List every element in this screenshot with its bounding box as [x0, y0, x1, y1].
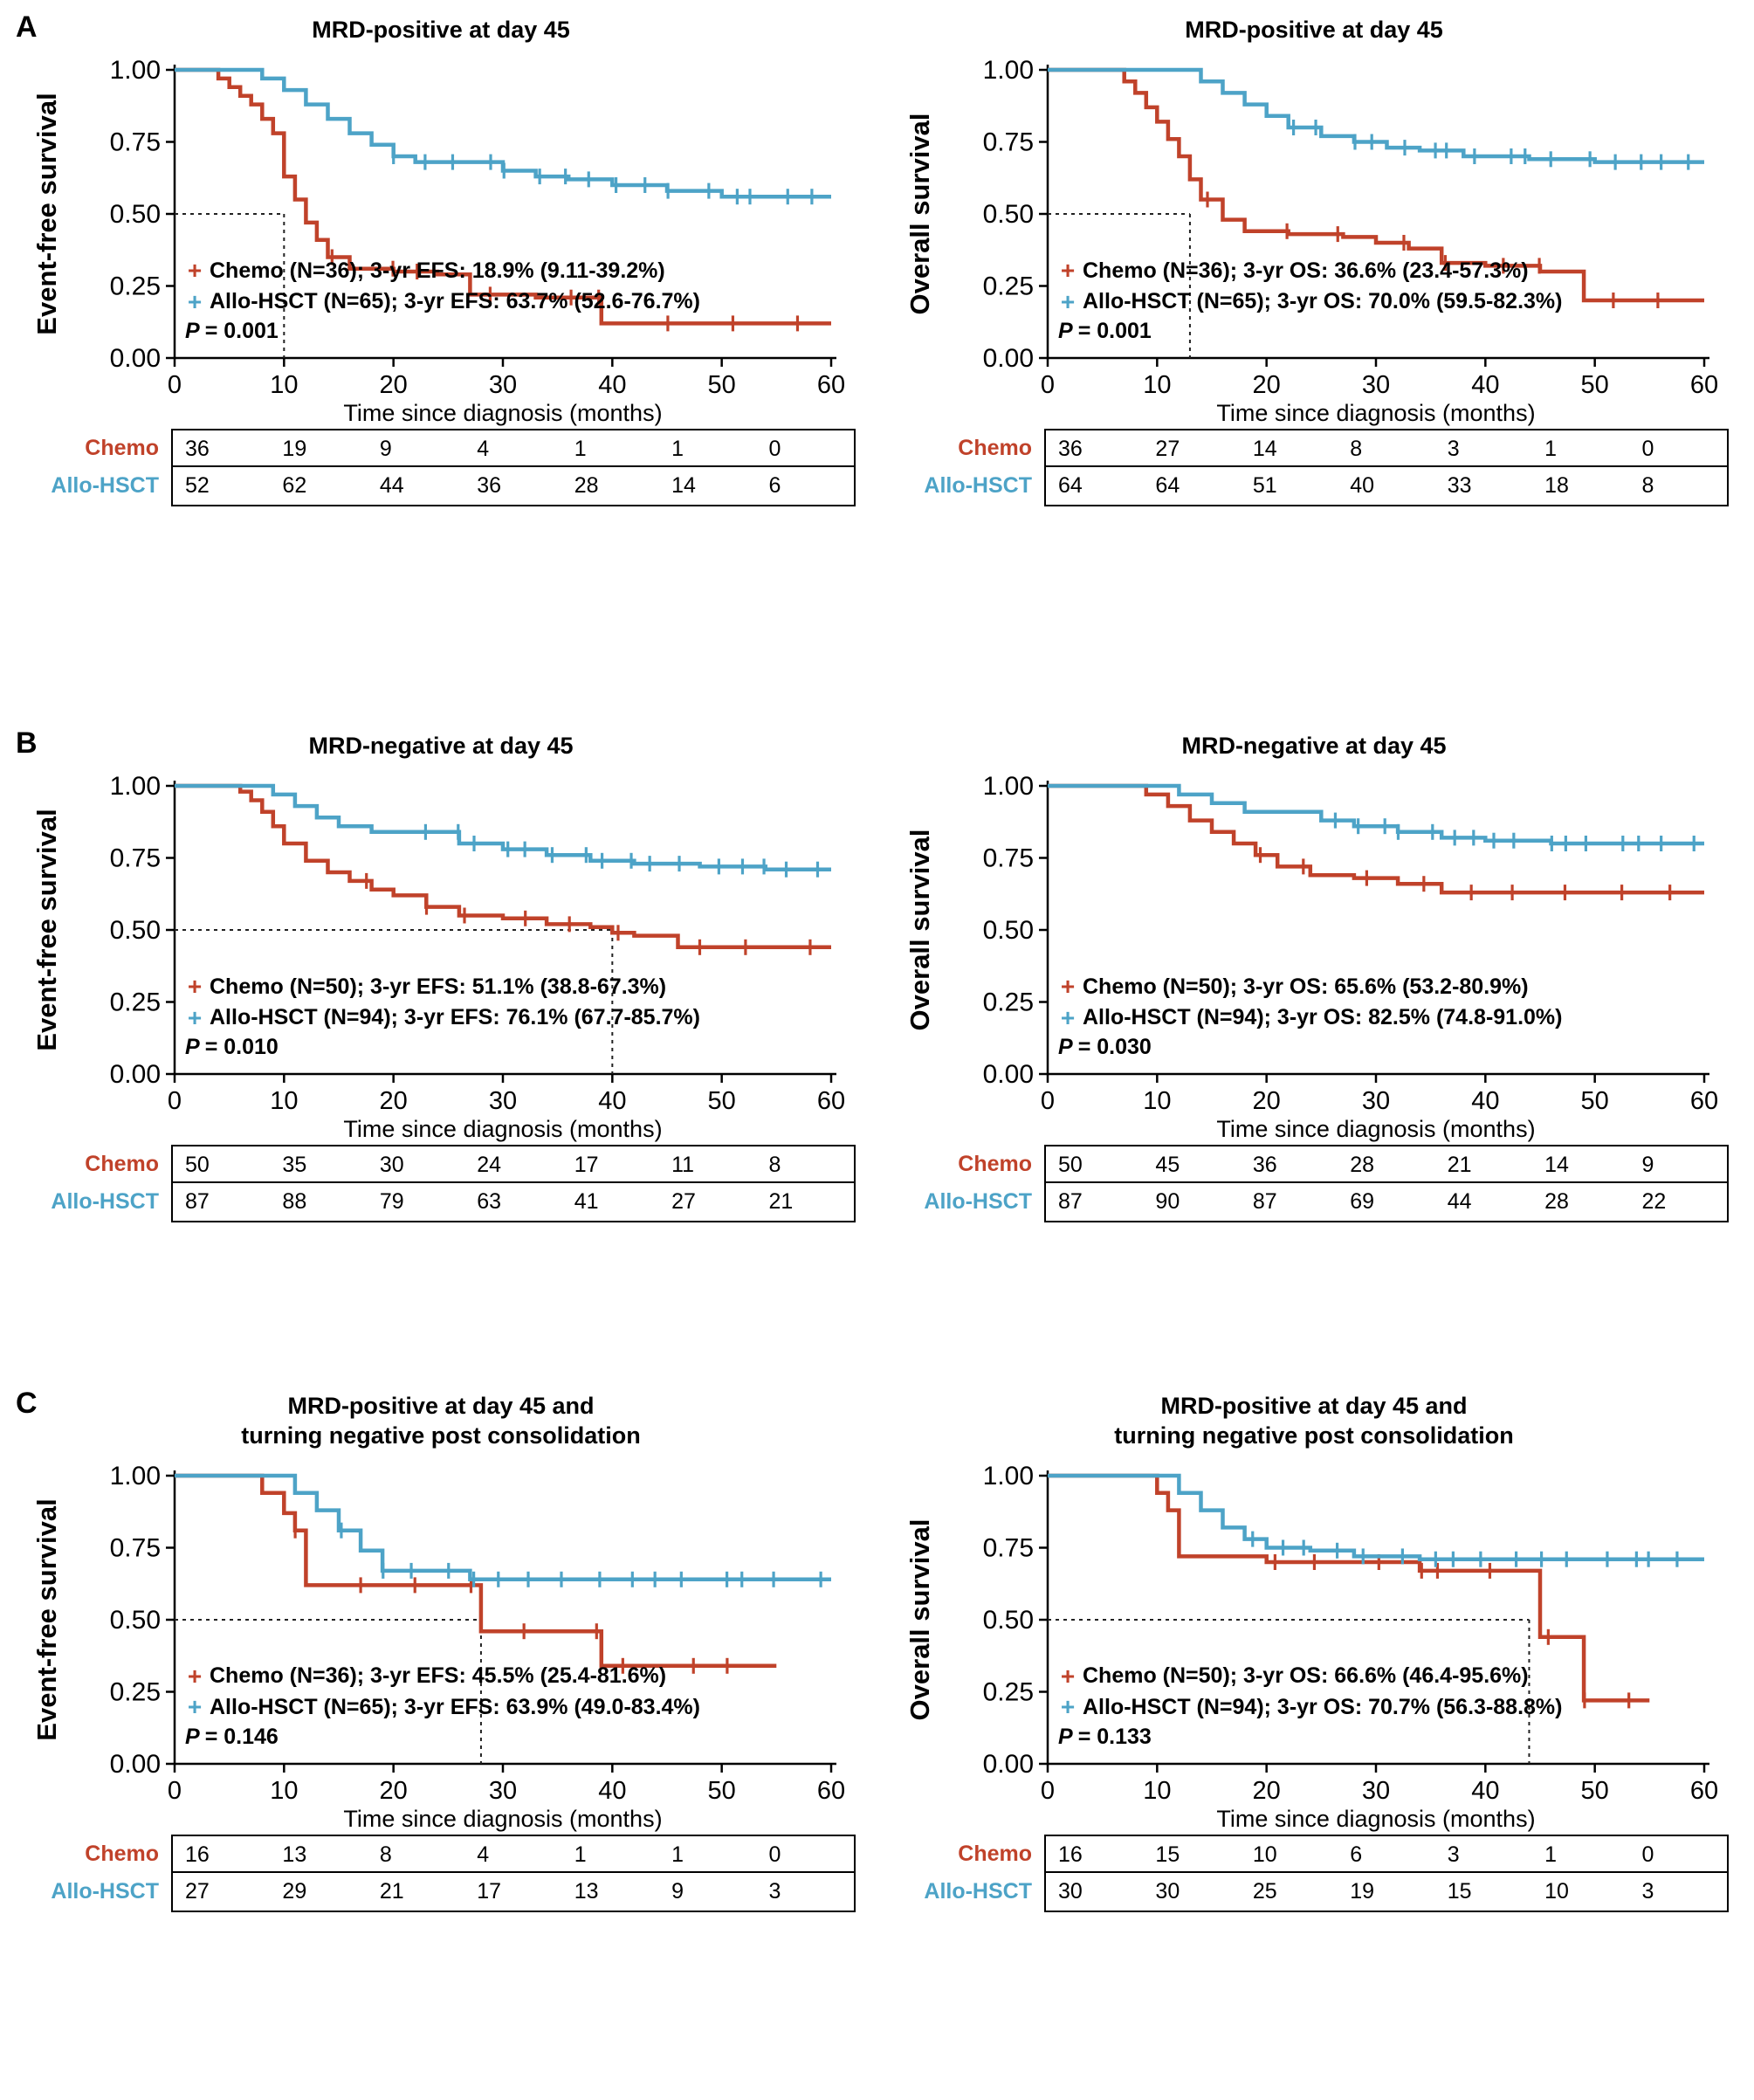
plot-area — [899, 767, 1729, 1142]
legend-item-label: Chemo (N=50); 3-yr EFS: 51.1% (38.8-67.3%) — [210, 974, 667, 999]
legend-item-label: Allo-HSCT (N=65); 3-yr EFS: 63.9% (49.0-83.4%) — [210, 1695, 700, 1720]
x-tick-label: 30 — [488, 1776, 518, 1805]
risk-table-cell: 15 — [1447, 1878, 1472, 1904]
legend-item-label: Allo-HSCT (N=65); 3-yr OS: 70.0% (59.5-82.3%) — [1083, 289, 1563, 314]
y-tick-label: 0.75 — [109, 843, 161, 873]
plot-area — [899, 51, 1729, 426]
y-tick-label: 1.00 — [982, 1461, 1034, 1491]
risk-table-cell: 27 — [185, 1878, 210, 1904]
risk-table-cells — [1044, 1181, 1729, 1222]
x-tick-label: 20 — [379, 370, 408, 399]
risk-table-row-label: Chemo — [85, 1151, 159, 1176]
risk-table-cell: 0 — [1641, 436, 1654, 461]
risk-table-cell: 62 — [282, 472, 307, 498]
legend-item-label: Chemo (N=36); 3-yr OS: 36.6% (23.4-57.3%) — [1083, 258, 1529, 283]
legend-marker-icon: + — [1060, 1662, 1076, 1690]
risk-table-cell: 1 — [574, 436, 587, 461]
legend-marker-icon: + — [1060, 287, 1076, 315]
y-tick-label: 1.00 — [109, 1461, 161, 1491]
p-value-label: P = 0.001 — [185, 319, 279, 344]
legend-item-label: Allo-HSCT (N=94); 3-yr OS: 82.5% (74.8-91.0%) — [1083, 1005, 1563, 1030]
x-tick-label: 0 — [1040, 1776, 1056, 1805]
kaplan-meier-plot — [26, 1456, 856, 1832]
risk-table-cell: 40 — [1350, 472, 1375, 498]
y-tick-label: 0.00 — [982, 1749, 1034, 1779]
risk-table-cells — [1044, 465, 1729, 506]
risk-table-row-label: Chemo — [85, 1841, 159, 1866]
y-tick-label: 0.75 — [109, 1533, 161, 1562]
chart-b-left — [26, 732, 856, 1221]
risk-table-cells — [1044, 1145, 1729, 1184]
risk-table-cell: 9 — [671, 1878, 684, 1904]
kaplan-meier-plot — [899, 1456, 1729, 1832]
risk-table-cell: 25 — [1252, 1878, 1277, 1904]
risk-table-cells — [1044, 429, 1729, 468]
risk-table-cell: 10 — [1544, 1878, 1569, 1904]
survival-curve-allo-hsct — [1048, 70, 1704, 162]
panel-letter-a: A — [16, 10, 38, 44]
risk-table-row-label: Allo-HSCT — [924, 1188, 1032, 1214]
risk-table-cell: 6 — [768, 472, 781, 498]
risk-table-row-label: Chemo — [958, 435, 1032, 460]
risk-table-cell: 50 — [185, 1152, 210, 1177]
legend-marker-icon: + — [1060, 1693, 1076, 1721]
x-axis-title: Time since diagnosis (months) — [1216, 399, 1536, 426]
risk-table-cell: 8 — [768, 1152, 781, 1177]
y-tick-label: 0.00 — [109, 343, 161, 373]
risk-table-cell: 64 — [1155, 472, 1180, 498]
risk-table-cell: 21 — [379, 1878, 404, 1904]
y-tick-label: 0.25 — [109, 988, 161, 1017]
risk-table-cell: 27 — [671, 1188, 696, 1214]
legend-item-label: Chemo (N=36); 3-yr EFS: 18.9% (9.11-39.2%) — [210, 258, 665, 283]
y-tick-label: 0.25 — [982, 272, 1034, 301]
risk-table-cells — [171, 429, 856, 468]
legend-marker-icon: + — [187, 1662, 203, 1690]
risk-table-row-label: Chemo — [958, 1151, 1032, 1176]
x-tick-label: 60 — [816, 370, 846, 399]
risk-table-cell: 10 — [1252, 1842, 1277, 1867]
kaplan-meier-plot — [26, 767, 856, 1142]
risk-table-row — [26, 467, 856, 505]
risk-table-cell: 24 — [477, 1152, 502, 1177]
chart-title: MRD-negative at day 45 — [1181, 733, 1447, 759]
chart-a-right — [899, 16, 1729, 505]
x-axis-title: Time since diagnosis (months) — [343, 1805, 663, 1832]
chart-title: MRD-positive at day 45 — [312, 17, 570, 43]
survival-curve-chemo — [1048, 786, 1704, 892]
risk-table — [899, 430, 1729, 505]
x-tick-label: 10 — [270, 370, 299, 399]
chart-title: MRD-positive at day 45 and turning negative post consolidation — [241, 1393, 641, 1449]
risk-table-cell: 4 — [477, 436, 490, 461]
risk-table-cell: 90 — [1155, 1188, 1180, 1214]
risk-table-row — [26, 1146, 856, 1183]
risk-table-cells — [171, 1145, 856, 1184]
risk-table-cell: 0 — [768, 1842, 781, 1867]
x-axis-title: Time since diagnosis (months) — [343, 1115, 663, 1142]
legend-marker-icon: + — [1060, 1003, 1076, 1031]
risk-table-row — [26, 430, 856, 467]
y-axis-title: Event-free survival — [31, 809, 62, 1051]
risk-table-row — [26, 1873, 856, 1911]
risk-table-cell: 50 — [1058, 1152, 1083, 1177]
risk-table-cell: 51 — [1252, 472, 1277, 498]
x-tick-label: 50 — [1580, 1776, 1609, 1805]
y-tick-label: 0.50 — [982, 915, 1034, 945]
legend-marker-icon: + — [187, 1693, 203, 1721]
y-tick-label: 0.50 — [109, 1605, 161, 1635]
risk-table-row-label: Chemo — [958, 1841, 1032, 1866]
risk-table-cell: 9 — [1641, 1152, 1654, 1177]
x-axis-title: Time since diagnosis (months) — [1216, 1805, 1536, 1832]
risk-table-cell: 4 — [477, 1842, 490, 1867]
x-tick-label: 0 — [1040, 1086, 1056, 1115]
risk-table-cell: 14 — [1252, 436, 1277, 461]
y-tick-label: 1.00 — [109, 771, 161, 801]
risk-table-cells — [1044, 1871, 1729, 1912]
legend-item — [1058, 1661, 1562, 1692]
risk-table-cell: 52 — [185, 472, 210, 498]
x-tick-label: 40 — [1471, 370, 1500, 399]
risk-table-cell: 17 — [574, 1152, 599, 1177]
risk-table-cell: 19 — [1350, 1878, 1375, 1904]
chart-legend — [185, 971, 700, 1062]
risk-table-row-label: Allo-HSCT — [51, 1878, 159, 1904]
chart-legend — [1058, 1661, 1562, 1752]
risk-table-cell: 1 — [1544, 436, 1558, 461]
legend-item-label: Allo-HSCT (N=94); 3-yr OS: 70.7% (56.3-88.8%) — [1083, 1695, 1563, 1720]
x-tick-label: 10 — [270, 1086, 299, 1115]
legend-marker-icon: + — [1060, 972, 1076, 1000]
legend-item — [185, 286, 700, 318]
risk-table-cell: 18 — [1544, 472, 1569, 498]
x-tick-label: 20 — [1252, 370, 1281, 399]
legend-item-label: Allo-HSCT (N=65); 3-yr EFS: 63.7% (52.6-76.7%) — [210, 289, 700, 314]
x-tick-label: 20 — [1252, 1776, 1281, 1805]
legend-marker-icon: + — [1060, 256, 1076, 284]
x-tick-label: 10 — [1143, 1086, 1172, 1115]
chart-c-right — [899, 1392, 1729, 1911]
risk-table-cell: 87 — [185, 1188, 210, 1214]
legend-item — [185, 971, 700, 1002]
x-tick-label: 50 — [707, 1776, 736, 1805]
x-tick-label: 40 — [598, 1776, 627, 1805]
legend-marker-icon: + — [187, 256, 203, 284]
risk-table — [26, 1835, 856, 1911]
risk-table-cells — [171, 465, 856, 506]
risk-table-cell: 9 — [379, 436, 392, 461]
p-value-label: P = 0.010 — [185, 1035, 279, 1060]
survival-curve-chemo — [175, 1476, 776, 1666]
x-tick-label: 50 — [707, 1086, 736, 1115]
risk-table-cell: 30 — [1058, 1878, 1083, 1904]
y-tick-label: 1.00 — [109, 55, 161, 85]
x-axis-title: Time since diagnosis (months) — [343, 399, 663, 426]
kaplan-meier-plot — [899, 51, 1729, 426]
risk-table — [26, 1146, 856, 1221]
risk-table-cell: 36 — [477, 472, 502, 498]
risk-table-cell: 28 — [1350, 1152, 1375, 1177]
chart-title: MRD-positive at day 45 and turning negative post consolidation — [1114, 1393, 1514, 1449]
legend-item — [1058, 1002, 1562, 1034]
y-axis-title: Event-free survival — [31, 93, 62, 335]
risk-table — [26, 430, 856, 505]
x-tick-label: 0 — [167, 370, 182, 399]
risk-table-cell: 33 — [1447, 472, 1472, 498]
y-tick-label: 0.75 — [982, 1533, 1034, 1562]
risk-table-cell: 3 — [768, 1878, 781, 1904]
x-tick-label: 40 — [598, 370, 627, 399]
x-tick-label: 40 — [1471, 1776, 1500, 1805]
panel-letter-c: C — [16, 1387, 38, 1420]
y-tick-label: 1.00 — [982, 55, 1034, 85]
chart-title: MRD-positive at day 45 — [1185, 17, 1443, 43]
y-tick-label: 0.25 — [982, 988, 1034, 1017]
risk-table-cell: 41 — [574, 1188, 599, 1214]
risk-table-cell: 8 — [379, 1842, 392, 1867]
risk-table-cells — [171, 1835, 856, 1874]
y-axis-title: Overall survival — [905, 1518, 935, 1720]
risk-table-cell: 28 — [574, 472, 599, 498]
x-axis-title: Time since diagnosis (months) — [1216, 1115, 1536, 1142]
risk-table-cell: 8 — [1350, 436, 1363, 461]
y-axis-title: Event-free survival — [31, 1498, 62, 1741]
risk-table-cell: 87 — [1252, 1188, 1277, 1214]
p-value-label: P = 0.030 — [1058, 1035, 1152, 1060]
risk-table-cell: 3 — [1641, 1878, 1654, 1904]
risk-table-row — [26, 1835, 856, 1873]
p-value-label: P = 0.146 — [185, 1725, 279, 1750]
y-tick-label: 0.25 — [109, 1677, 161, 1706]
risk-table-cell: 30 — [379, 1152, 404, 1177]
x-tick-label: 20 — [1252, 1086, 1281, 1115]
risk-table-cell: 14 — [1544, 1152, 1569, 1177]
y-tick-label: 0.25 — [109, 272, 161, 301]
legend-item — [1058, 971, 1562, 1002]
risk-table-cell: 1 — [574, 1842, 587, 1867]
legend-marker-icon: + — [187, 1003, 203, 1031]
risk-table-cell: 16 — [1058, 1842, 1083, 1867]
kaplan-meier-plot — [899, 767, 1729, 1142]
y-axis-title: Overall survival — [905, 113, 935, 315]
risk-table-cell: 27 — [1155, 436, 1180, 461]
y-tick-label: 0.75 — [109, 127, 161, 157]
risk-table-row-label: Allo-HSCT — [924, 1878, 1032, 1904]
legend-item-label: Chemo (N=50); 3-yr OS: 66.6% (46.4-95.6%) — [1083, 1663, 1529, 1689]
risk-table-cell: 63 — [477, 1188, 502, 1214]
risk-table — [899, 1146, 1729, 1221]
y-tick-label: 0.50 — [109, 915, 161, 945]
legend-item-label: Chemo (N=50); 3-yr OS: 65.6% (53.2-80.9%) — [1083, 974, 1529, 999]
y-tick-label: 0.00 — [982, 1059, 1034, 1089]
risk-table-row — [899, 430, 1729, 467]
x-tick-label: 20 — [379, 1776, 408, 1805]
risk-table-cell: 17 — [477, 1878, 502, 1904]
risk-table-cell: 16 — [185, 1842, 210, 1867]
legend-marker-icon: + — [187, 972, 203, 1000]
legend-item — [1058, 255, 1562, 286]
x-tick-label: 60 — [1689, 370, 1719, 399]
risk-table-row — [899, 1835, 1729, 1873]
plot-area — [26, 767, 856, 1142]
chart-legend — [185, 1661, 700, 1752]
chart-title: MRD-negative at day 45 — [308, 733, 574, 759]
risk-table-cell: 3 — [1447, 1842, 1460, 1867]
chart-a-left — [26, 16, 856, 505]
x-tick-label: 0 — [167, 1776, 182, 1805]
risk-table-cell: 45 — [1155, 1152, 1180, 1177]
p-value-label: P = 0.001 — [1058, 319, 1152, 344]
y-tick-label: 0.00 — [982, 343, 1034, 373]
x-tick-label: 10 — [270, 1776, 299, 1805]
chart-legend — [185, 255, 700, 346]
risk-table-cell: 36 — [1252, 1152, 1277, 1177]
risk-table-row — [899, 1183, 1729, 1221]
legend-marker-icon: + — [187, 287, 203, 315]
x-tick-label: 60 — [1689, 1086, 1719, 1115]
x-tick-label: 0 — [1040, 370, 1056, 399]
risk-table-cell: 22 — [1641, 1188, 1667, 1214]
x-tick-label: 50 — [1580, 370, 1609, 399]
risk-table-row — [899, 467, 1729, 505]
y-tick-label: 0.00 — [109, 1749, 161, 1779]
legend-item — [1058, 286, 1562, 318]
legend-item-label: Chemo (N=36); 3-yr EFS: 45.5% (25.4-81.6%) — [210, 1663, 667, 1689]
legend-item — [1058, 1691, 1562, 1723]
x-tick-label: 60 — [1689, 1776, 1719, 1805]
x-tick-label: 30 — [488, 1086, 518, 1115]
risk-table-cell: 0 — [1641, 1842, 1654, 1867]
risk-table-cell: 1 — [671, 1842, 684, 1867]
x-tick-label: 0 — [167, 1086, 182, 1115]
x-tick-label: 30 — [1361, 1776, 1391, 1805]
risk-table-cell: 28 — [1544, 1188, 1569, 1214]
y-tick-label: 1.00 — [982, 771, 1034, 801]
chart-legend — [1058, 255, 1562, 346]
risk-table-row — [26, 1183, 856, 1221]
x-tick-label: 60 — [816, 1776, 846, 1805]
x-tick-label: 50 — [1580, 1086, 1609, 1115]
legend-item — [185, 255, 700, 286]
x-tick-label: 30 — [488, 370, 518, 399]
risk-table-cell: 11 — [671, 1152, 695, 1177]
risk-table-row — [899, 1873, 1729, 1911]
x-tick-label: 10 — [1143, 370, 1172, 399]
y-tick-label: 0.50 — [982, 1605, 1034, 1635]
y-axis-title: Overall survival — [905, 829, 935, 1031]
risk-table-cell: 35 — [282, 1152, 307, 1177]
legend-item — [185, 1661, 700, 1692]
risk-table-cell: 44 — [379, 472, 404, 498]
risk-table-cell: 44 — [1447, 1188, 1472, 1214]
risk-table-cell: 13 — [574, 1878, 599, 1904]
risk-table-cells — [171, 1181, 856, 1222]
x-tick-label: 30 — [1361, 1086, 1391, 1115]
risk-table-cell: 79 — [379, 1188, 404, 1214]
y-tick-label: 0.50 — [109, 199, 161, 229]
chart-b-right — [899, 732, 1729, 1221]
risk-table-row-label: Allo-HSCT — [924, 472, 1032, 498]
risk-table-cell: 69 — [1350, 1188, 1375, 1214]
x-tick-label: 50 — [707, 370, 736, 399]
x-tick-label: 30 — [1361, 370, 1391, 399]
plot-area — [899, 1456, 1729, 1832]
x-tick-label: 40 — [598, 1086, 627, 1115]
y-tick-label: 0.50 — [982, 199, 1034, 229]
y-tick-label: 0.25 — [982, 1677, 1034, 1706]
plot-area — [26, 51, 856, 426]
risk-table-cell: 29 — [282, 1878, 307, 1904]
risk-table-cell: 8 — [1641, 472, 1654, 498]
risk-table-cell: 1 — [1544, 1842, 1558, 1867]
x-tick-label: 10 — [1143, 1776, 1172, 1805]
x-tick-label: 40 — [1471, 1086, 1500, 1115]
risk-table-cell: 15 — [1155, 1842, 1180, 1867]
risk-table-cell: 13 — [282, 1842, 307, 1867]
risk-table-row — [899, 1146, 1729, 1183]
risk-table-cell: 21 — [768, 1188, 794, 1214]
y-tick-label: 0.00 — [109, 1059, 161, 1089]
chart-legend — [1058, 971, 1562, 1062]
legend-item — [185, 1002, 700, 1034]
chart-c-left — [26, 1392, 856, 1911]
risk-table-row-label: Allo-HSCT — [51, 472, 159, 498]
risk-table-cell: 6 — [1350, 1842, 1363, 1867]
y-tick-label: 0.75 — [982, 843, 1034, 873]
risk-table-cells — [171, 1871, 856, 1912]
risk-table-row-label: Allo-HSCT — [51, 1188, 159, 1214]
risk-table-cell: 88 — [282, 1188, 307, 1214]
risk-table-row-label: Chemo — [85, 435, 159, 460]
risk-table-cell: 3 — [1447, 436, 1460, 461]
risk-table-cell: 64 — [1058, 472, 1083, 498]
panel-letter-b: B — [16, 726, 38, 760]
risk-table-cell: 21 — [1447, 1152, 1472, 1177]
risk-table-cell: 19 — [282, 436, 307, 461]
y-tick-label: 0.75 — [982, 127, 1034, 157]
x-tick-label: 20 — [379, 1086, 408, 1115]
risk-table-cell: 30 — [1155, 1878, 1180, 1904]
plot-area — [26, 1456, 856, 1832]
risk-table-cell: 87 — [1058, 1188, 1083, 1214]
risk-table — [899, 1835, 1729, 1911]
risk-table-cell: 36 — [185, 436, 210, 461]
survival-curve-allo-hsct — [1048, 1476, 1704, 1560]
risk-table-cells — [1044, 1835, 1729, 1874]
kaplan-meier-plot — [26, 51, 856, 426]
risk-table-cell: 14 — [671, 472, 696, 498]
risk-table-cell: 0 — [768, 436, 781, 461]
risk-table-cell: 1 — [671, 436, 684, 461]
risk-table-cell: 36 — [1058, 436, 1083, 461]
legend-item — [185, 1691, 700, 1723]
legend-item-label: Allo-HSCT (N=94); 3-yr EFS: 76.1% (67.7-85.7%) — [210, 1005, 700, 1030]
x-tick-label: 60 — [816, 1086, 846, 1115]
p-value-label: P = 0.133 — [1058, 1725, 1152, 1750]
